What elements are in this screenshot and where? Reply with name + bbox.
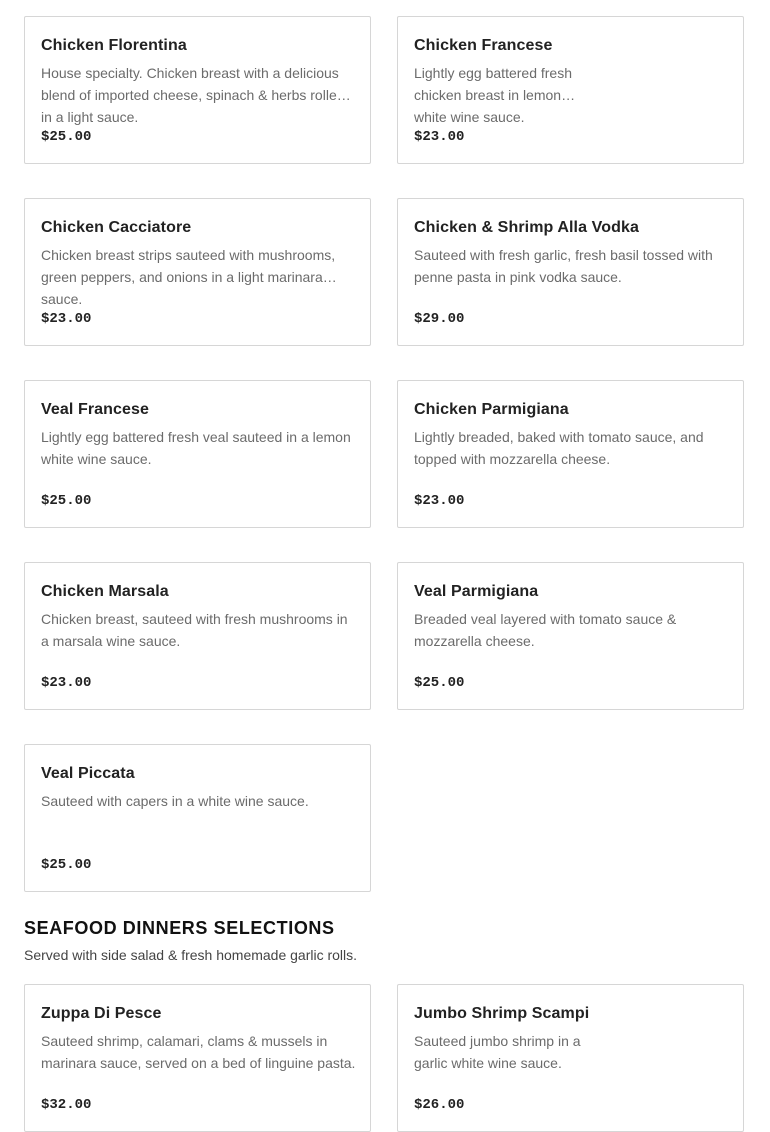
menu-item-description: Chicken breast strips sauteed with mushrooms, green peppers, and onions in a light marinara sauce. — [41, 247, 336, 307]
menu-item-name: Chicken Francese — [414, 37, 553, 54]
menu-item-name: Chicken Cacciatore — [41, 219, 192, 236]
menu-item-name: Jumbo Shrimp Scampi — [414, 1005, 590, 1022]
menu-item-card[interactable] — [397, 380, 744, 528]
menu-item-card[interactable] — [397, 562, 744, 710]
menu-item-name: Veal Francese — [41, 401, 150, 418]
menu-item-price: $25.00 — [414, 675, 465, 691]
menu-item-price: $23.00 — [41, 675, 92, 691]
menu-item-description: Sauteed jumbo shrimp in a garlic white wine sauce. — [414, 1033, 581, 1071]
menu-item-card[interactable] — [397, 16, 744, 164]
menu-item-description: House specialty. Chicken breast with a delicious blend of imported cheese, spinach & herbs rolled in a light sauce. — [41, 65, 345, 125]
menu-item-price: $25.00 — [41, 129, 92, 145]
menu-item-card[interactable] — [24, 744, 371, 892]
menu-item-name: Veal Parmigiana — [414, 583, 539, 600]
menu-item-price: $26.00 — [414, 1097, 465, 1113]
menu-item-price: $23.00 — [414, 129, 465, 145]
menu-item-card[interactable] — [24, 16, 371, 164]
menu-item-description: Sauteed with fresh garlic, fresh basil tossed with penne pasta in pink vodka sauce. — [414, 247, 713, 285]
menu-item-name: Chicken Marsala — [41, 583, 169, 600]
menu-item-name: Chicken & Shrimp Alla Vodka — [414, 219, 639, 236]
seafood-section-title: SEAFOOD DINNERS SELECTIONS — [24, 918, 335, 938]
menu-item-price: $32.00 — [41, 1097, 92, 1113]
menu-item-name: Chicken Parmigiana — [414, 401, 569, 418]
menu-item-price: $25.00 — [41, 857, 92, 873]
menu-item-description: Breaded veal layered with tomato sauce & mozzarella cheese. — [414, 611, 677, 649]
menu-item-price: $23.00 — [414, 493, 465, 509]
menu-item-description: Lightly breaded, baked with tomato sauce, and topped with mozzarella cheese. — [414, 429, 704, 467]
menu-item-name: Veal Piccata — [41, 765, 135, 782]
menu-item-description: Sauteed with capers in a white wine sauce. — [41, 793, 309, 809]
menu-item-card[interactable] — [397, 984, 744, 1132]
menu-item-description: Sauteed shrimp, calamari, clams & mussels in marinara sauce, served on a bed of linguine pasta. — [41, 1033, 356, 1071]
menu-item-description: Lightly egg battered fresh chicken breast in lemon white wine sauce. — [414, 65, 572, 125]
menu-item-description: Chicken breast, sauteed with fresh mushrooms in a marsala wine sauce. — [41, 611, 348, 649]
menu-item-card[interactable] — [24, 198, 371, 346]
menu-item-name: Chicken Florentina — [41, 37, 187, 54]
menu-item-price: $23.00 — [41, 311, 92, 327]
menu-item-card[interactable] — [24, 380, 371, 528]
menu-item-card[interactable] — [24, 984, 371, 1132]
menu-item-name: Zuppa Di Pesce — [41, 1005, 162, 1022]
menu-item-card[interactable] — [24, 562, 371, 710]
menu-item-price: $25.00 — [41, 493, 92, 509]
menu-item-price: $29.00 — [414, 311, 465, 327]
seafood-section-subtitle: Served with side salad & fresh homemade garlic rolls. — [24, 947, 358, 963]
menu-item-card[interactable] — [397, 198, 744, 346]
menu-item-description: Lightly egg battered fresh veal sauteed in a lemon white wine sauce. — [41, 429, 351, 467]
